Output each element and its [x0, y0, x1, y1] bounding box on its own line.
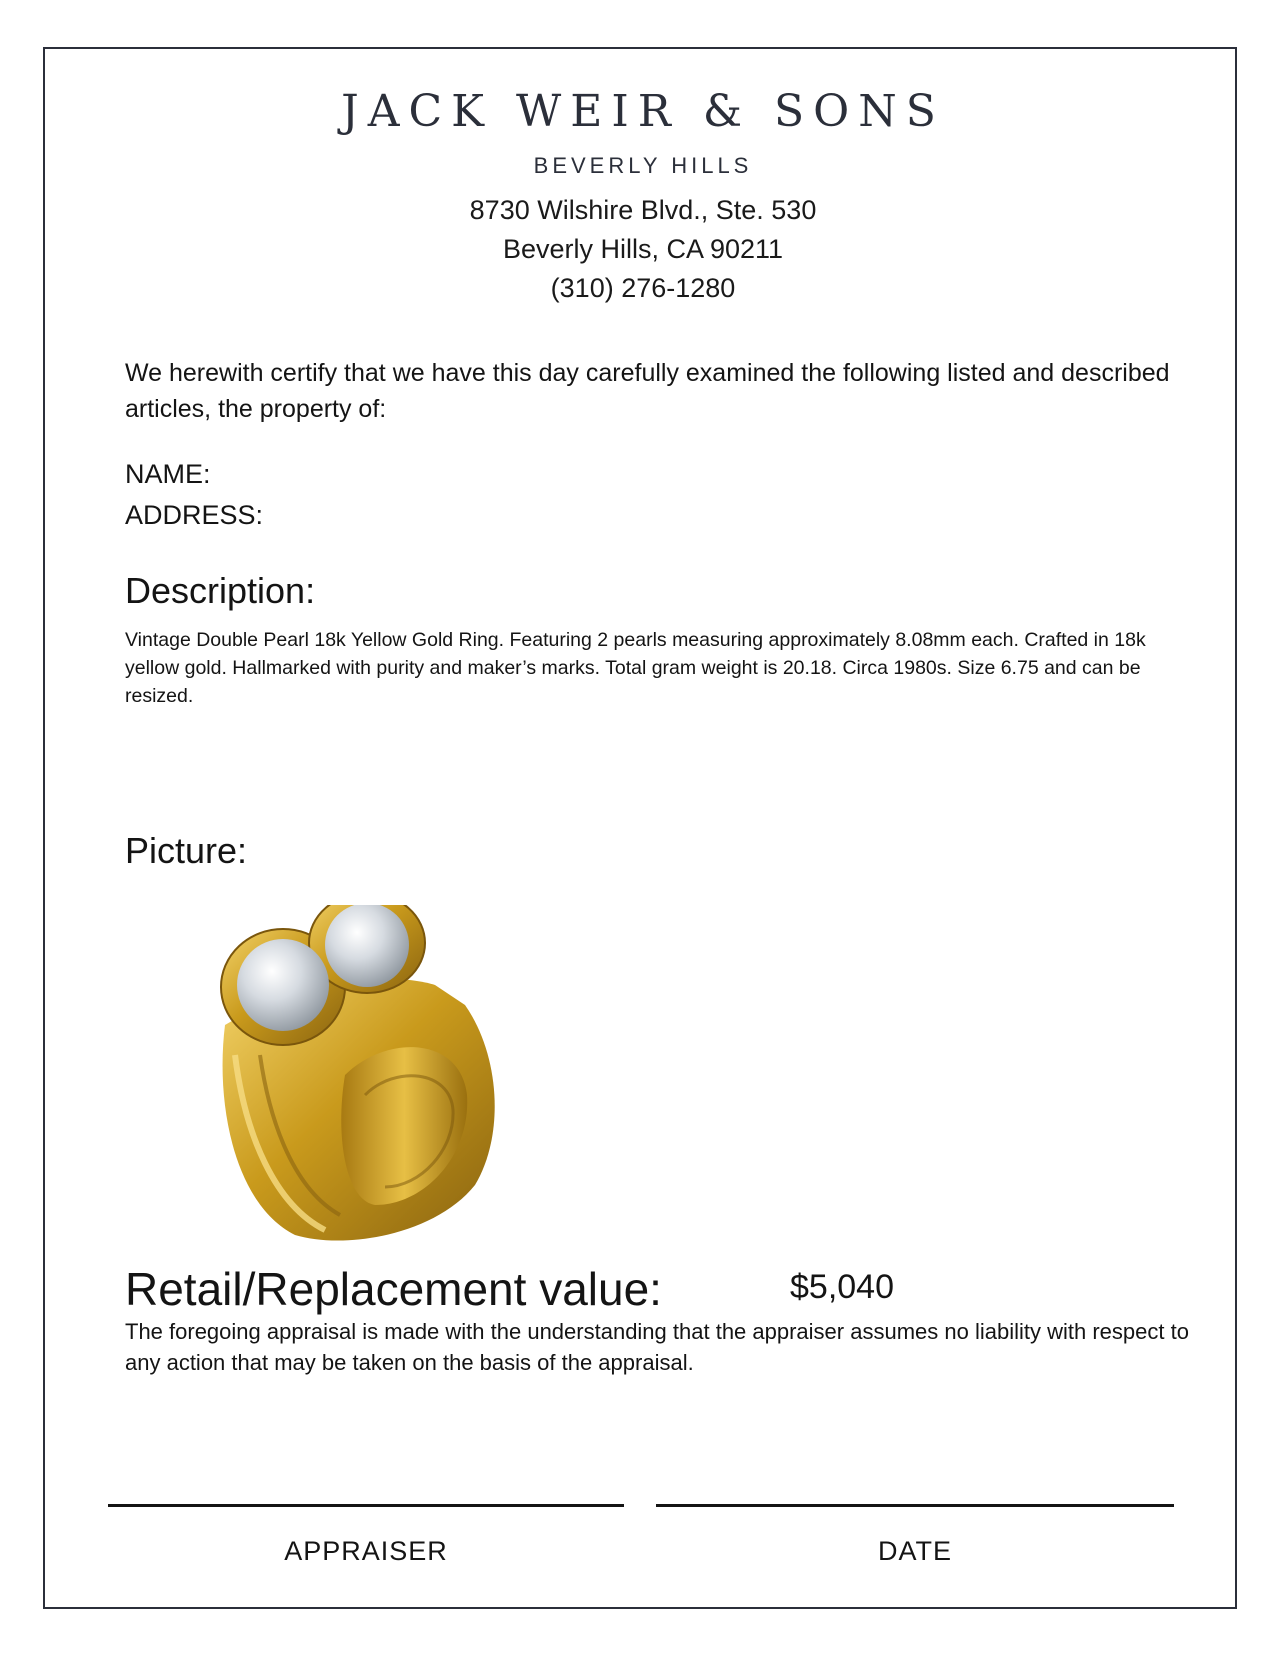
picture-heading: Picture: — [125, 830, 248, 871]
ring-photo — [205, 905, 505, 1250]
description-heading: Description: — [125, 570, 316, 611]
double-pearl-ring-image — [205, 905, 505, 1250]
appraiser-label: APPRAISER — [284, 1536, 448, 1566]
description-body: Vintage Double Pearl 18k Yellow Gold Ring. Featuring 2 pearls measuring approximately 8.08mm each. Crafted in 18k yellow gold. Hallmarked with purity and maker’s marks. Total gram weight is 20.18. Circa 1980s. Size 6.75 and can be resized. — [125, 629, 1146, 707]
owner-address-label: ADDRESS: — [125, 500, 264, 530]
valuation-amount: $5,040 — [790, 1268, 894, 1306]
store-address-line1: 8730 Wilshire Blvd., Ste. 530 — [469, 195, 817, 225]
brand-logo: JACK WEIR & SONS — [341, 86, 945, 137]
valuation-label: Retail/Replacement value: — [125, 1263, 662, 1315]
store-address-line2: Beverly Hills, CA 90211 — [502, 234, 784, 264]
disclaimer-text: The foregoing appraisal is made with the understanding that the appraiser assumes no liability with respect to any action that may be taken on the basis of the appraisal. — [125, 1319, 1189, 1375]
owner-name-label: NAME: — [125, 459, 211, 489]
brand-city: BEVERLY HILLS — [533, 153, 753, 178]
date-label: DATE — [877, 1536, 952, 1566]
store-phone: (310) 276-1280 — [550, 273, 736, 303]
certification-statement: We herewith certify that we have this day carefully examined the following listed and described articles, the property of: — [125, 359, 1170, 423]
appraiser-signature-line — [108, 1504, 624, 1507]
date-signature-line — [656, 1504, 1174, 1507]
